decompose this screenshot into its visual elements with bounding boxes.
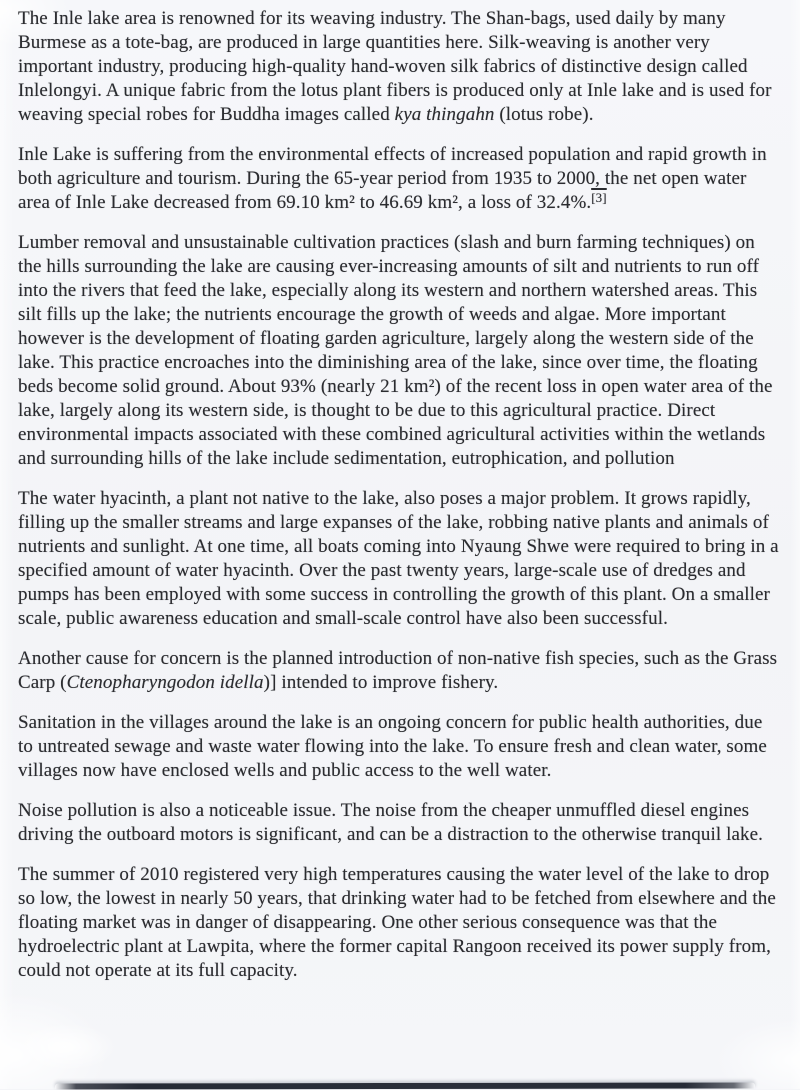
paragraph-water-hyacinth [18, 487, 780, 631]
scan-edge-artifact [55, 1083, 755, 1090]
citation-reference-3: [3] [591, 190, 607, 205]
paragraph-text: The Inle lake area is renowned for its weaving industry. The Shan-bags, used daily by many Burmese as a tote-bag, are produced in large quantities here. Silk-weaving is another very important industry, producing high-quality hand-woven silk fabrics of distinctive design called Inlelongyi. A unique fabric from the lotus plant fibers is produced only at Inle lake and is used for weaving special robes for Buddha images called [18, 8, 772, 125]
paragraph-grass-carp [18, 647, 780, 695]
paragraph-text: (lotus robe). [494, 104, 594, 125]
paragraph-text: Inle Lake is suffering from the environmental effects of increased population and rapid growth in both agriculture and tourism. During the 65-year period from 1935 to 2000, the net open water area of Inle Lake decreased from 69.10 km² to 46.69 km², a loss of 32.4%. [18, 144, 767, 213]
paper-corner-highlight [0, 1017, 130, 1077]
paragraph-text: The summer of 2010 registered very high temperatures causing the water level of the lake to drop so low, the lowest in nearly 50 years, that drinking water had to be fetched from elsewhere and the floating market was in danger of disappearing. One other serious consequence was that the hydroelectric plant at Lawpita, where the former capital Rangoon received its power supply from, could not operate at its full capacity. [18, 864, 776, 981]
paragraph-silt-floating-gardens [18, 231, 780, 471]
paragraph-weaving-industry [18, 7, 780, 127]
paragraph-text: Sanitation in the villages around the lake is an ongoing concern for public health authorities, due to untreated sewage and waste water flowing into the lake. To ensure fresh and clean water, some villages now have enclosed wells and public access to the well water. [18, 712, 767, 781]
paragraph-text: The water hyacinth, a plant not native to the lake, also poses a major problem. It grows rapidly, filling up the smaller streams and large expanses of the lake, robbing native plants and animals of nutrients and sunlight. At one time, all boats coming into Nyaung Shwe were required to bring in a specified amount of water hyacinth. Over the past twenty years, large-scale use of dredges and pumps has been employed with some success in controlling the growth of this plant. On a smaller scale, public awareness education and small-scale control have also been successful. [18, 488, 779, 629]
document-text-column [18, 7, 780, 983]
italic-term-kya-thingahn: kya thingahn [394, 104, 495, 125]
italic-term-ctenopharyngodon-idella: Ctenopharyngodon idella [66, 672, 264, 693]
paragraph-summer-2010-drought [18, 863, 780, 983]
paragraph-noise-pollution [18, 799, 780, 847]
paragraph-text: Noise pollution is also a noticeable issue. The noise from the cheaper unmuffled diesel engines driving the outboard motors is significant, and can be a distraction to the otherwise tranquil lake. [18, 800, 764, 845]
paragraph-text: )] intended to improve fishery. [263, 672, 499, 693]
paragraph-open-water-loss [18, 143, 780, 215]
paragraph-text: Lumber removal and unsustainable cultivation practices (slash and burn farming techniques) on the hills surrounding the lake are causing ever-increasing amounts of silt and nutrients to run off into the rivers that feed the lake, especially along its western and northern watershed areas. This silt fills up the lake; the nutrients encourage the growth of weeds and algae. More important however is the development of floating garden agriculture, largely along the western side of the lake. This practice encroaches into the diminishing area of the lake, since over time, the floating beds become solid ground. About 93% (nearly 21 km²) of the recent loss in open water area of the lake, largely along its western side, is thought to be due to this agricultural practice. Direct environmental impacts associated with these combined agricultural activities within the wetlands and surrounding hills of the lake include sedimentation, eutrophication, and pollution [18, 232, 773, 469]
paragraph-text: Another cause for concern is the planned introduction of non-native fish species, such as the Grass Carp ( [18, 648, 778, 693]
paragraph-sanitation [18, 711, 780, 783]
